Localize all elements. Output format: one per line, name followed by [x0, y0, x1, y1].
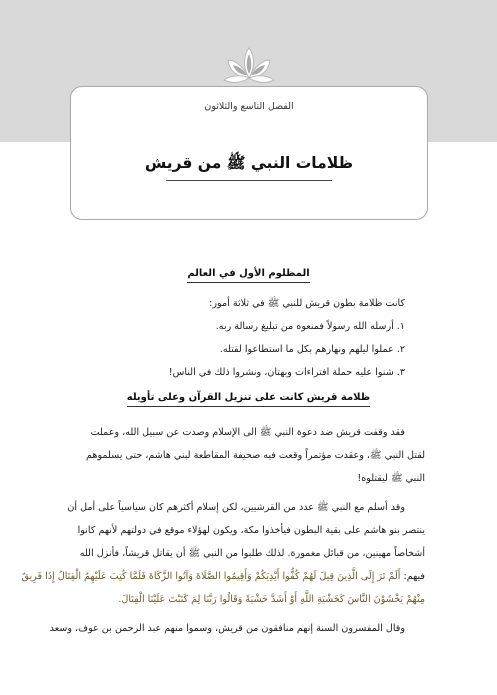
chapter-header-box [70, 86, 428, 220]
list-item-1: ١. أرسله الله رسولاً فمنعوه من تبليغ رسالة ربه. [215, 321, 405, 332]
para2-line-3: أشخاصاً مهينين، من قبائل مغمورة. لذلك طلبوا من النبي ﷺ أن يقاتل قريشاً، فأنزل الله [79, 548, 425, 559]
para2-line-4 [21, 570, 425, 583]
chapter-title [71, 153, 427, 176]
section-heading-2-text: ظلامة قريش كانت على تنزيل القرآن وعلى تأويله [127, 392, 370, 407]
para1-line-1: فقد وقفت قريش ضد دعوة النبي ﷺ الى الإسلام وصدت عن سبيل الله، وعملت [90, 427, 405, 438]
quran-verse-line-1: أَلَمْ تَرَ إِلَى الَّذِينَ قِيلَ لَهُمْ كُفُّوا أَيْدِيَكُمْ وَأَقِيمُوا الصَّلَاةَ وَآتُوا الزَّكَاةَ فَلَمَّا كُتِبَ عَلَيْهِمُ الْقِتَالُ إِذَا فَرِيقٌ [21, 571, 401, 582]
para1-line-3: النبي ﷺ ليقتلوه! [357, 473, 425, 484]
intro-line: كانت ظلامة بطون قريش للنبي ﷺ في ثلاثة أمور: [209, 298, 405, 309]
para2-line-2: ينتصر بنو هاشم على بقية البطون فيأخذوا مكة، ويكون لهؤلاء موقع في دولتهم لأنهم كانوا [77, 525, 425, 536]
chapter-number: الفصل التاسع والثلاثون [204, 101, 294, 112]
section-heading-1-text: المظلوم الأول في العالم [187, 268, 309, 283]
chapter-title-underline [166, 180, 332, 181]
para1-line-2: لقتل النبي ﷺ، وعقدت مؤتمراً وقعت فيه صحيفة المقاطعة لبني هاشم، حتى يسلموهم [86, 450, 425, 461]
list-item-3: ٣. شنوا عليه حملة افتراءات وبهتان، ونشروا ذلك في الناس! [168, 367, 405, 378]
section-heading-2 [0, 392, 497, 403]
flower-ornament-icon [223, 44, 275, 88]
para3-line-1: وقال المفسرون السنة إنهم منافقون من قريش، وسموا منهم عبد الرحمن بن عوف، وسعد [49, 623, 405, 634]
quran-lead: فيهم: [403, 571, 425, 582]
quran-verse-line-2: مِنْهُمْ يَخْشَوْنَ النَّاسَ كَخَشْيَةِ اللَّهِ أَوْ أَشَدَّ خَشْيَةً وَقَالُوا رَبَّنَا لِمَ كَتَبْتَ عَلَيْنَا الْقِتَالَ. [118, 594, 425, 605]
list-item-2: ٢. عملوا ليلهم ونهارهم بكل ما استطاعوا لقتله. [219, 344, 405, 355]
section-heading-1 [0, 268, 497, 279]
para2-line-1: وقد أسلم مع النبي ﷺ عدد من القرشيين، لكن إسلام أكثرهم كان سياسياً على أمل أن [67, 502, 405, 513]
chapter-title-text: ظلامات النبي ﷺ من قريش [144, 154, 354, 172]
